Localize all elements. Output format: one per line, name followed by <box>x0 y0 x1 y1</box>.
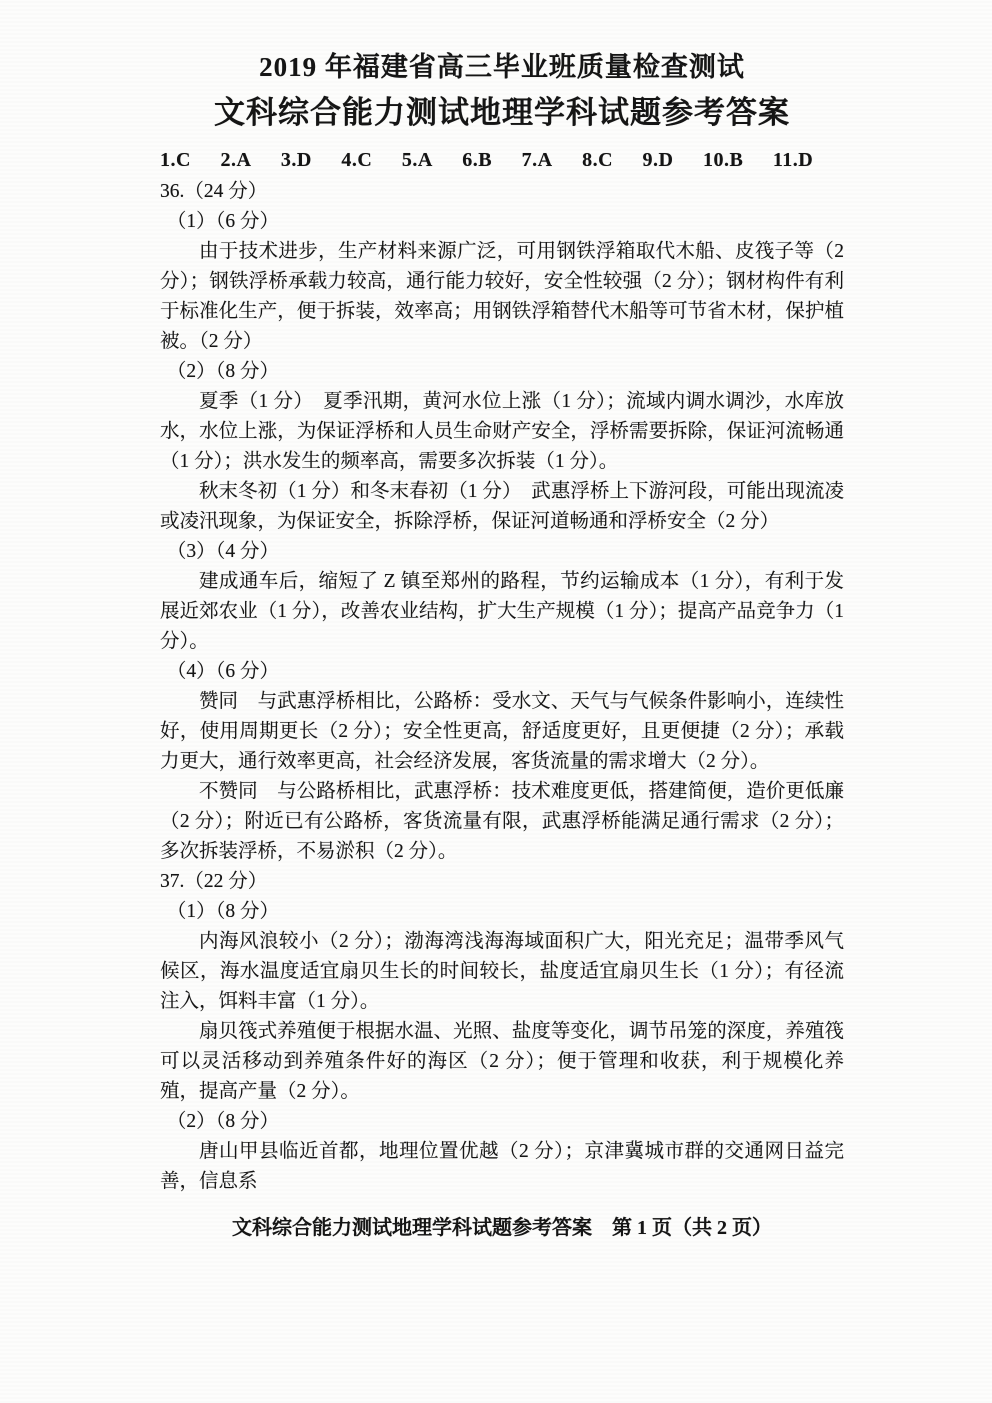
choice-answer-9: 9.D <box>642 148 674 171</box>
q36-part1-heading: （1）（6 分） <box>166 210 279 232</box>
q36-part2-answer-autumn: 秋末冬初（1 分）和冬末春初（1 分） 武惠浮桥上下游河段，可能出现流凌或凌汛现象，为保证安全，拆除浮桥，保证河道畅通和浮桥安全（2 分） <box>160 480 844 532</box>
q37-part1-answer-raft: 扇贝筏式养殖便于根据水温、光照、盐度等变化，调节吊笼的深度，养殖筏可以灵活移动到养殖条件好的海区（2 分）；便于管理和收获，利于规模化养殖，提高产量（2 分）。 <box>160 1020 844 1102</box>
document-header <box>160 48 844 135</box>
q36-part1-answer: 由于技术进步，生产材料来源广泛，可用钢铁浮箱取代木船、皮筏子等（2 分）；钢铁浮桥承载力较高，通行能力较好，安全性较强（2 分）；钢材构件有利于标准化生产，便于拆装，效率高；用钢铁浮箱替代木船等可节省木材，保护植被。（2 分） <box>160 240 844 352</box>
q36-part3-answer: 建成通车后，缩短了 Z 镇至郑州的路程，节约运输成本（1 分），有利于发展近郊农业（1 分），改善农业结构，扩大生产规模（1 分）；提高产品竞争力（1 分）。 <box>160 570 844 652</box>
q36-part4-heading: （4）（6 分） <box>166 660 279 682</box>
choice-answer-6: 6.B <box>462 148 493 171</box>
q37-part1-answer-sea: 内海风浪较小（2 分）；渤海湾浅海海域面积广大，阳光充足；温带季风气候区，海水温度适宜扇贝生长的时间较长，盐度适宜扇贝生长（1 分）；有径流注入，饵料丰富（1 分）。 <box>160 930 844 1012</box>
choice-answer-3: 3.D <box>280 148 312 171</box>
choice-answer-7: 7.A <box>521 148 553 171</box>
answer-key-title: 文科综合能力测试地理学科试题参考答案 <box>214 95 790 131</box>
choice-answer-2: 2.A <box>220 148 252 171</box>
question-36-heading: 36.（24 分） <box>160 180 268 202</box>
page-footer: 文科综合能力测试地理学科试题参考答案 第 1 页（共 2 页） <box>232 1216 772 1239</box>
choice-answer-11: 11.D <box>772 148 814 171</box>
choice-answer-4: 4.C <box>341 148 373 171</box>
answer-body <box>160 177 844 1197</box>
q36-part4-answer-disagree: 不赞同 与公路桥相比，武惠浮桥：技术难度更低，搭建简便，造价更低廉（2 分）；附近已有公路桥，客货流量有限，武惠浮桥能满足通行需求（2 分）；多次拆装浮桥，不易淤积（2 分）。 <box>160 780 844 862</box>
choice-answer-10: 10.B <box>702 148 744 171</box>
choice-answer-5: 5.A <box>401 148 433 171</box>
exam-title: 2019 年福建省高三毕业班质量检查测试 <box>259 52 745 82</box>
q36-part4-answer-agree: 赞同 与武惠浮桥相比，公路桥：受水文、天气与气候条件影响小，连续性好，使用周期更长（2 分）；安全性更高，舒适度更好，且更便捷（2 分）；承载力更大，通行效率更高，社会经济发展，客货流量的需求增大（2 分）。 <box>160 690 844 772</box>
choice-answer-8: 8.C <box>582 148 614 171</box>
q37-part2-heading: （2）（8 分） <box>166 1110 279 1132</box>
choice-answer-1: 1.C <box>160 148 191 171</box>
question-37-heading: 37.（22 分） <box>160 870 268 892</box>
q36-part2-answer-summer: 夏季（1 分） 夏季汛期，黄河水位上涨（1 分）；流域内调水调沙，水库放水，水位上涨，为保证浮桥和人员生命财产安全，浮桥需要拆除，保证河流畅通（1 分）；洪水发生的频率高，需要多次拆装（1 分）。 <box>160 390 844 472</box>
q36-part2-heading: （2）（8 分） <box>166 360 279 382</box>
q36-part3-heading: （3）（4 分） <box>166 540 279 562</box>
multiple-choice-answers-row <box>160 145 844 175</box>
q37-part2-answer-partial: 唐山甲县临近首都，地理位置优越（2 分）；京津冀城市群的交通网日益完善，信息系 <box>160 1140 844 1192</box>
q37-part1-heading: （1）（8 分） <box>166 900 279 922</box>
